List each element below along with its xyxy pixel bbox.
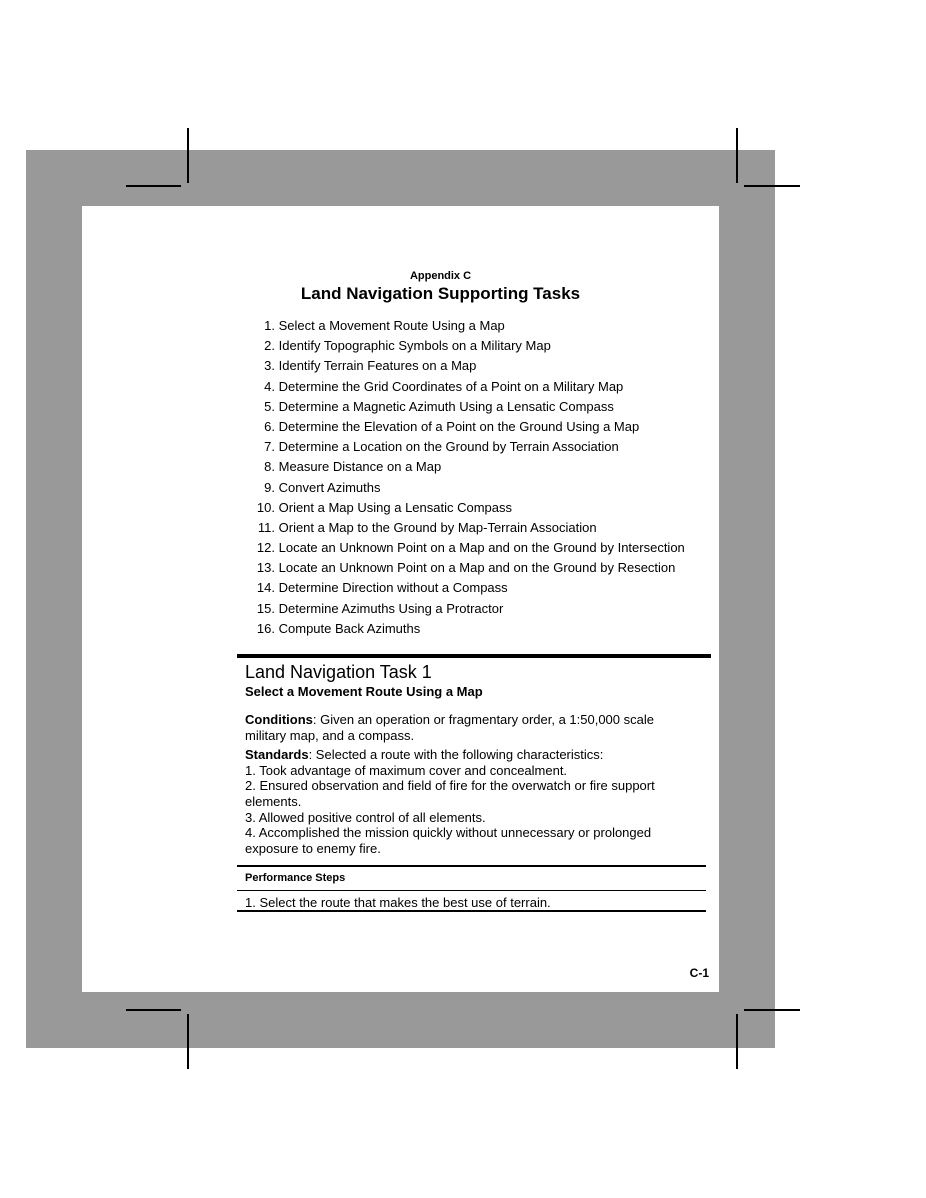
list-item: 11. Orient a Map to the Ground by Map-Terrain Association [257,519,597,535]
page-title: Land Navigation Supporting Tasks [300,284,581,303]
list-item: 5. Determine a Magnetic Azimuth Using a Lensatic Compass [264,398,614,414]
conditions-text: : Given an operation or fragmentary order, a 1:50,000 scale [312,712,654,727]
list-item: 4. Determine the Grid Coordinates of a Point on a Military Map [264,378,624,394]
list-item: 7. Determine a Location on the Ground by Terrain Association [264,439,619,455]
task-heading: Land Navigation Task 1 [245,662,432,682]
performance-step: 1. Select the route that makes the best use of terrain. [245,895,551,910]
standards-paragraph [245,747,685,856]
conditions-label: Conditions [245,712,313,727]
crop-mark-top-left-v [187,128,189,183]
crop-mark-top-left-h [126,185,181,187]
list-item: 3. Identify Terrain Features on a Map [264,358,477,374]
crop-mark-bottom-right-v [736,1014,738,1069]
page-number: C-1 [689,966,709,980]
table-bottom-rule [237,910,706,912]
standards-label: Standards [245,747,309,763]
list-item: 9. Convert Azimuths [264,479,381,495]
list-item: 1. Select a Movement Route Using a Map [264,318,505,333]
page [82,206,719,992]
crop-mark-top-right-v [736,128,738,183]
performance-steps-header: Performance Steps [245,872,346,884]
table-top-rule [237,865,706,867]
standards-item: 3. Allowed positive control of all elements. [245,809,486,825]
standards-item: 1. Took advantage of maximum cover and concealment. [245,762,568,778]
standards-text: : Selected a route with the following characteristics: [308,747,604,763]
standards-item: 2. Ensured observation and field of fire for the overwatch or fire support [245,778,655,794]
list-item: 13. Locate an Unknown Point on a Map and on the Ground by Resection [256,560,676,576]
conditions-paragraph [245,712,685,743]
appendix-label: Appendix C [409,270,472,282]
list-item: 14. Determine Direction without a Compass [256,580,508,596]
list-item: 2. Identify Topographic Symbols on a Military Map [264,338,551,354]
list-item: 10. Orient a Map Using a Lensatic Compass [256,499,513,515]
conditions-text-cont: military map, and a compass. [245,727,415,743]
list-item: 8. Measure Distance on a Map [264,459,442,475]
task-list [252,316,685,639]
standards-item: 4. Accomplished the mission quickly without unnecessary or prolonged [245,825,652,841]
crop-mark-bottom-right-h [744,1009,800,1011]
list-item: 12. Locate an Unknown Point on a Map and on the Ground by Intersection [256,540,685,556]
crop-mark-bottom-left-v [187,1014,189,1069]
standards-item: exposure to enemy fire. [245,840,381,856]
task-subheading: Select a Movement Route Using a Map [245,684,483,699]
section-divider [237,654,711,658]
list-item: 6. Determine the Elevation of a Point on the Ground Using a Map [264,418,640,434]
task-body [245,712,685,860]
crop-mark-top-right-h [744,185,800,187]
list-item: 15. Determine Azimuths Using a Protractor [256,600,504,616]
table-header-rule [237,890,706,891]
list-item: 16. Compute Back Azimuths [256,620,421,636]
standards-item: elements. [245,793,302,809]
crop-mark-bottom-left-h [126,1009,181,1011]
